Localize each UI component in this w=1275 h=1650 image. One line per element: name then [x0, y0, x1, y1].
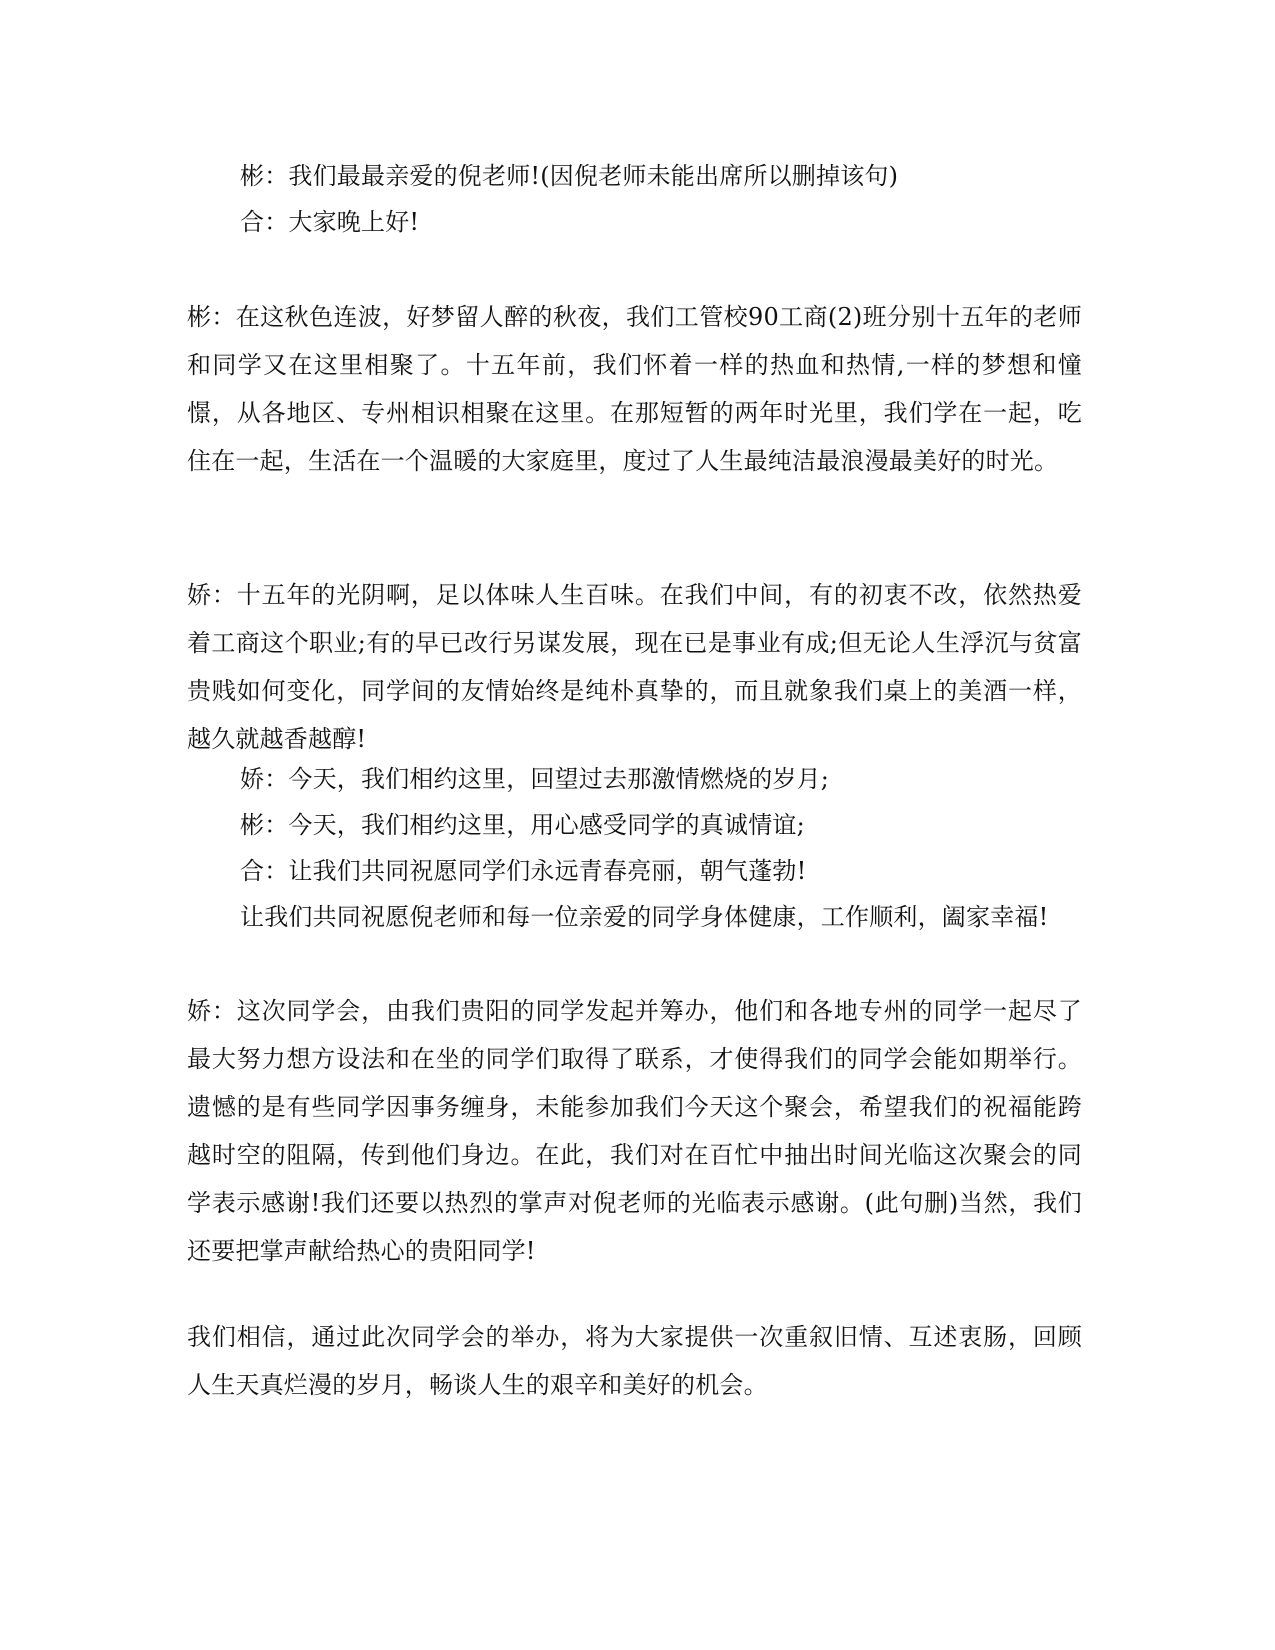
- indented-line-3: 合：让我们共同祝愿同学们永远青春亮丽，朝气蓬勃!: [240, 857, 807, 885]
- paragraph-closing: 我们相信，通过此次同学会的举办，将为大家提供一次重叙旧情、互述衷肠，回顾人生天真烂漫的岁月，畅谈人生的艰辛和美好的机会。: [187, 1323, 1082, 1399]
- intro-line-greeting: 合：大家晚上好!: [240, 208, 420, 236]
- indented-line-4: 让我们共同祝愿倪老师和每一位亲爱的同学身体健康，工作顺利，阖家幸福!: [240, 903, 1049, 931]
- indented-line-2: 彬：今天，我们相约这里，用心感受同学的真诚情谊;: [240, 811, 805, 839]
- indented-line-1: 娇：今天，我们相约这里，回望过去那激情燃烧的岁月;: [240, 765, 830, 793]
- paragraph-thanks: 娇：这次同学会，由我们贵阳的同学发起并筹办，他们和各地专州的同学一起尽了最大努力想方设法和在坐的同学们取得了联系，才使得我们的同学会能如期举行。遗憾的是有些同学因事务缠身，未能参加我们今天这个聚会，希望我们的祝福能跨越时空的阻隔，传到他们身边。在此，我们对在百忙中抽出时间光临这次聚会的同学表示感谢!我们还要以热烈的掌声对倪老师的光临表示感谢。(此句删)当然，我们还要把掌声献给热心的贵阳同学!: [187, 997, 1082, 1265]
- intro-line-teacher: 彬：我们最最亲爱的倪老师!(因倪老师未能出席所以删掉该句): [240, 162, 899, 190]
- paragraph-opening: 彬：在这秋色连波，好梦留人醉的秋夜，我们工管校90工商(2)班分别十五年的老师和同学又在这里相聚了。十五年前，我们怀着一样的热血和热情,一样的梦想和憧憬，从各地区、专州相识相聚在这里。在那短暂的两年时光里，我们学在一起，吃住在一起，生活在一个温暖的大家庭里，度过了人生最纯洁最浪漫最美好的时光。: [187, 303, 1082, 475]
- paragraph-friendship: 娇：十五年的光阴啊，足以体味人生百味。在我们中间，有的初衷不改，依然热爱着工商这个职业;有的早已改行另谋发展，现在已是事业有成;但无论人生浮沉与贫富贵贱如何变化，同学间的友情始终是纯朴真挚的，而且就象我们桌上的美酒一样，越久就越香越醇!: [187, 581, 1082, 753]
